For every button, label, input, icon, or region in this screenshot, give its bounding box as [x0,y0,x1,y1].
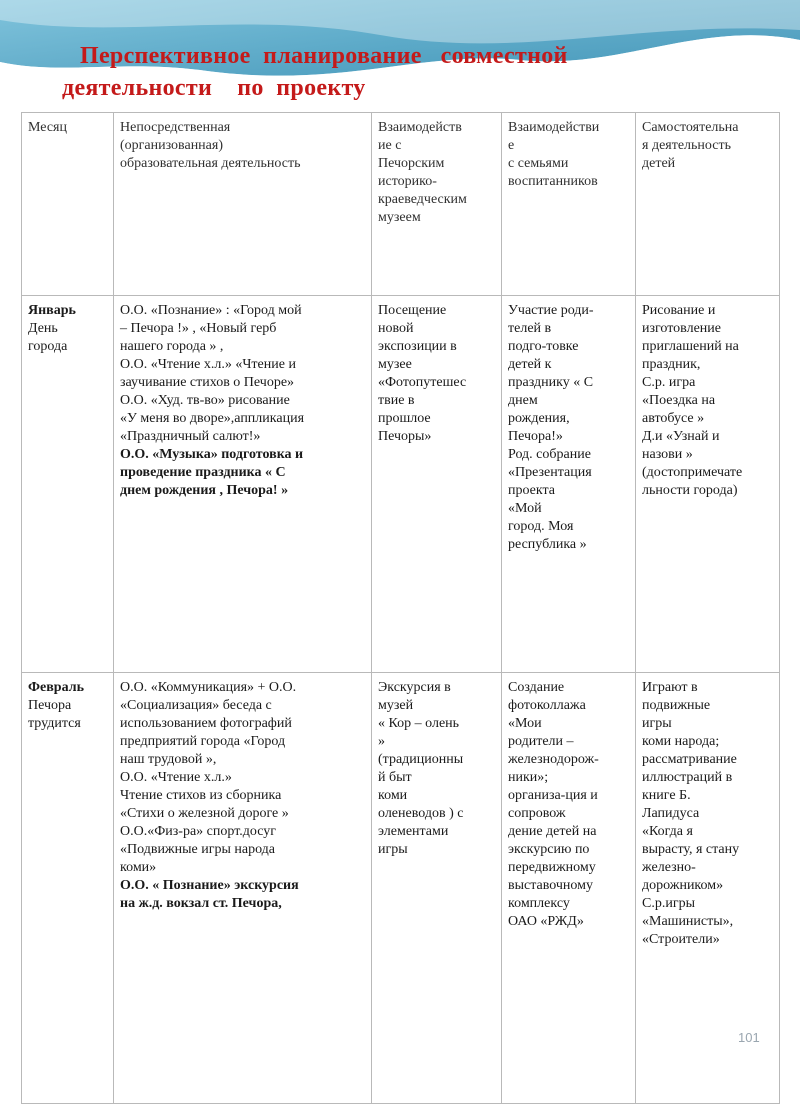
independent-line: (достопримечате [642,465,743,480]
month-theme-line: города [28,339,68,354]
table-row [22,296,780,673]
museum-line: оленеводов ) с [378,806,464,821]
families-line: родители – [508,734,574,749]
header-month: Месяц [22,113,114,296]
activity-line: – Печора !» , «Новый герб [120,321,277,336]
families-line: фотоколлажа [508,698,586,713]
table-header-row [22,113,780,296]
activity-line: О.О.«Физ-ра» спорт.досуг [120,824,277,839]
families-line: ники»; [508,770,549,785]
activity-cell [114,296,372,673]
independent-line: «Строители» [642,932,720,947]
families-line: Участие роди- [508,303,594,318]
activity-line: проведение праздника « С [120,465,286,480]
independent-line: иллюстраций в [642,770,733,785]
museum-line: коми [378,788,408,803]
families-line: телей в [508,321,552,336]
title-line-2: деятельности по проекту [62,75,366,101]
month-name: Январь [28,303,76,318]
families-line: сопровож [508,806,566,821]
activity-line: О.О. «Худ. тв-во» рисование [120,393,290,408]
activity-line: «Социализация» беседа с [120,698,272,713]
independent-cell [636,296,780,673]
independent-line: книге Б. [642,788,691,803]
activity-line: О.О. «Коммуникация» + О.О. [120,680,297,695]
month-cell [22,296,114,673]
activity-line: предприятий города «Город [120,734,286,749]
families-line: днем [508,393,538,408]
families-line: ОАО «РЖД» [508,914,584,929]
activity-line: наш трудовой », [120,752,217,767]
families-line: передвижному [508,860,596,875]
museum-cell [372,673,502,1104]
activity-line: О.О. «Музыка» подготовка и [120,447,304,462]
museum-line: элементами [378,824,449,839]
activity-line: «Стихи о железной дороге » [120,806,289,821]
activity-line: Чтение стихов из сборника [120,788,282,803]
families-line: Печора!» [508,429,563,444]
activity-line: на ж.д. вокзал ст. Печора, [120,896,282,911]
activity-line: О.О. « Познание» экскурсия [120,878,299,893]
museum-line: Посещение [378,303,447,318]
page-title [62,40,682,104]
page-number: 101 [738,1030,760,1045]
families-line: проекта [508,483,555,498]
independent-line: приглашений на [642,339,739,354]
independent-line: рассматривание [642,752,737,767]
families-line: железнодорож- [508,752,599,767]
independent-line: железно- [642,860,696,875]
title-line-1: Перспективное планирование совместной [80,43,568,69]
independent-line: Рисование и [642,303,716,318]
activity-line: использованием фотографий [120,716,292,731]
activity-line: «У меня во дворе»,аппликация [120,411,305,426]
museum-line: » [378,734,385,749]
month-theme-line: Печора [28,698,72,713]
activity-line: «Праздничный салют!» [120,429,261,444]
independent-line: Лапидуса [642,806,700,821]
families-line: комплексу [508,896,570,911]
museum-cell [372,296,502,673]
museum-line: Печоры» [378,429,432,444]
header-independent: Самостоятельна я деятельность детей [636,113,780,296]
table-row [22,673,780,1104]
activity-line: «Подвижные игры народа [120,842,275,857]
families-line: празднику « С [508,375,594,390]
families-line: экскурсию по [508,842,590,857]
month-theme-line: трудится [28,716,81,731]
families-cell [502,296,636,673]
independent-line: льности города) [642,483,738,498]
independent-line: коми народа; [642,734,720,749]
activity-cell [114,673,372,1104]
independent-line: С.р. игра [642,375,696,390]
activity-line: заучивание стихов о Печоре» [120,375,295,390]
activity-line: О.О. «Познание» : «Город мой [120,303,302,318]
museum-line: игры [378,842,408,857]
families-line: дение детей на [508,824,597,839]
families-line: республика » [508,537,587,552]
families-line: город. Моя [508,519,574,534]
independent-line: автобусе » [642,411,705,426]
families-line: Создание [508,680,565,695]
activity-line: нашего города » , [120,339,224,354]
museum-line: «Фотопутешес [378,375,467,390]
independent-line: «Машинисты», [642,914,734,929]
month-theme-line: День [28,321,58,336]
independent-line: изготовление [642,321,721,336]
header-museum: Взаимодейств ие с Печорским историко- краеведческим музеем [372,113,502,296]
independent-line: «Когда я [642,824,693,839]
independent-line: «Поездка на [642,393,716,408]
independent-line: назови » [642,447,693,462]
independent-line: подвижные [642,698,711,713]
activity-line: О.О. «Чтение х.л.» «Чтение и [120,357,296,372]
month-cell [22,673,114,1104]
activity-line: коми» [120,860,157,875]
independent-line: праздник, [642,357,701,372]
header-activity: Непосредственная (организованная) образовательная деятельность [114,113,372,296]
independent-line: Играют в [642,680,698,695]
families-line: подго-товке [508,339,579,354]
independent-line: Д.и «Узнай и [642,429,720,444]
families-line: рождения, [508,411,570,426]
month-name: Февраль [28,680,84,695]
planning-table [21,112,780,1104]
families-line: организа-ция и [508,788,598,803]
museum-line: новой [378,321,414,336]
independent-line: С.р.игры [642,896,695,911]
independent-line: дорожником» [642,878,724,893]
museum-line: (традиционны [378,752,464,767]
museum-line: твие в [378,393,415,408]
museum-line: « Кор – олень [378,716,460,731]
activity-line: О.О. «Чтение х.л.» [120,770,232,785]
independent-line: вырасту, я стану [642,842,740,857]
header-families: Взаимодействи е с семьями воспитанников [502,113,636,296]
museum-line: музее [378,357,412,372]
families-line: «Мой [508,501,542,516]
museum-line: экспозиции в [378,339,457,354]
museum-line: й быт [378,770,412,785]
families-cell [502,673,636,1104]
families-line: «Презентация [508,465,592,480]
families-line: Род. собрание [508,447,591,462]
museum-line: музей [378,698,414,713]
museum-line: Экскурсия в [378,680,451,695]
independent-line: игры [642,716,672,731]
families-line: выставочному [508,878,594,893]
activity-line: днем рождения , Печора! » [120,483,289,498]
museum-line: прошлое [378,411,431,426]
families-line: детей к [508,357,552,372]
families-line: «Мои [508,716,542,731]
